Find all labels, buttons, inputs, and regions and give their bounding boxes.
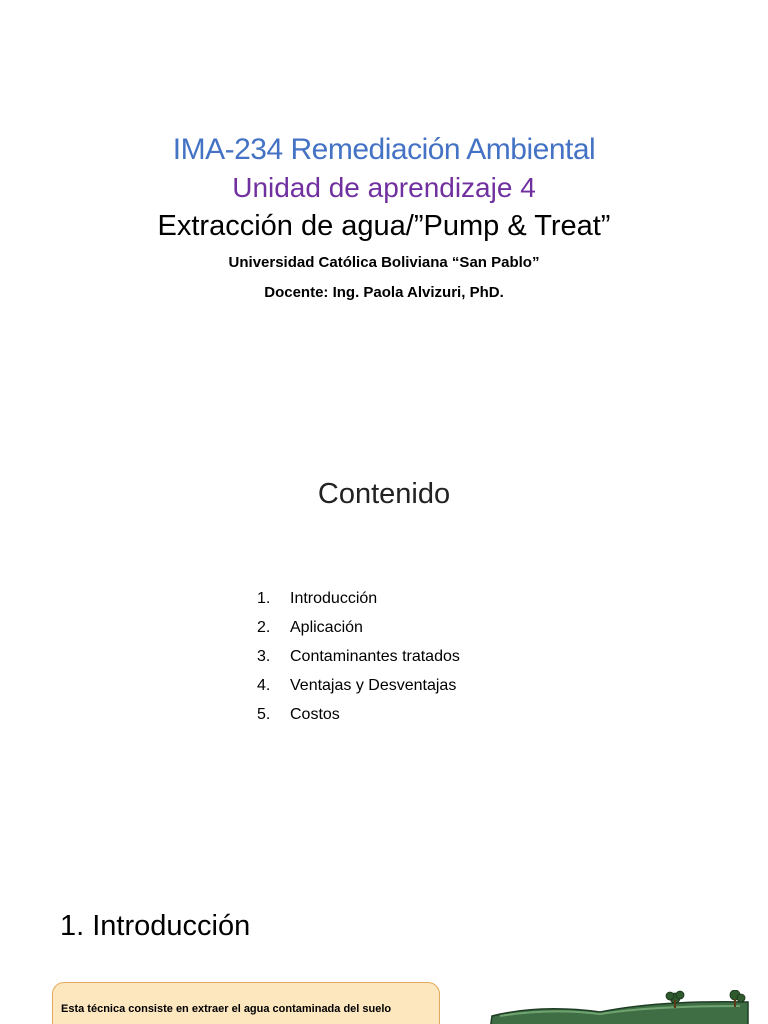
- landscape-illustration: [480, 990, 750, 1024]
- list-item-number: 1.: [257, 590, 271, 607]
- list-item-label: Aplicación: [290, 619, 363, 636]
- topic-title: Extracción de agua/”Pump & Treat”: [157, 210, 611, 242]
- list-item-number: 4.: [257, 677, 271, 694]
- contents-slide: [0, 440, 768, 840]
- definition-callout: [52, 982, 440, 1024]
- intro-title: 1. Introducción: [60, 910, 251, 942]
- list-item: [257, 677, 460, 706]
- list-item-number: 2.: [257, 619, 271, 636]
- list-item-label: Ventajas y Desventajas: [290, 677, 457, 694]
- list-item: [257, 648, 460, 677]
- contents-title: Contenido: [317, 478, 451, 510]
- list-item: [257, 619, 460, 648]
- list-item-label: Costos: [290, 706, 340, 723]
- list-item: [257, 590, 460, 619]
- list-item-label: Introducción: [290, 590, 378, 607]
- university-name: Universidad Católica Boliviana “San Pablo”: [228, 254, 540, 271]
- list-item-number: 5.: [257, 706, 271, 723]
- professor-name: Docente: Ing. Paola Alvizuri, PhD.: [264, 284, 504, 301]
- course-title: IMA-234 Remediación Ambiental: [172, 133, 596, 166]
- contents-list: [257, 590, 460, 735]
- callout-text: Esta técnica consiste en extraer el agua contaminada del suelo: [61, 1003, 392, 1015]
- unit-subtitle: Unidad de aprendizaje 4: [232, 172, 536, 203]
- list-item: [257, 706, 460, 735]
- title-slide: [0, 0, 768, 440]
- list-item-label: Contaminantes tratados: [290, 648, 460, 665]
- intro-slide: [0, 860, 768, 1024]
- list-item-number: 3.: [257, 648, 271, 665]
